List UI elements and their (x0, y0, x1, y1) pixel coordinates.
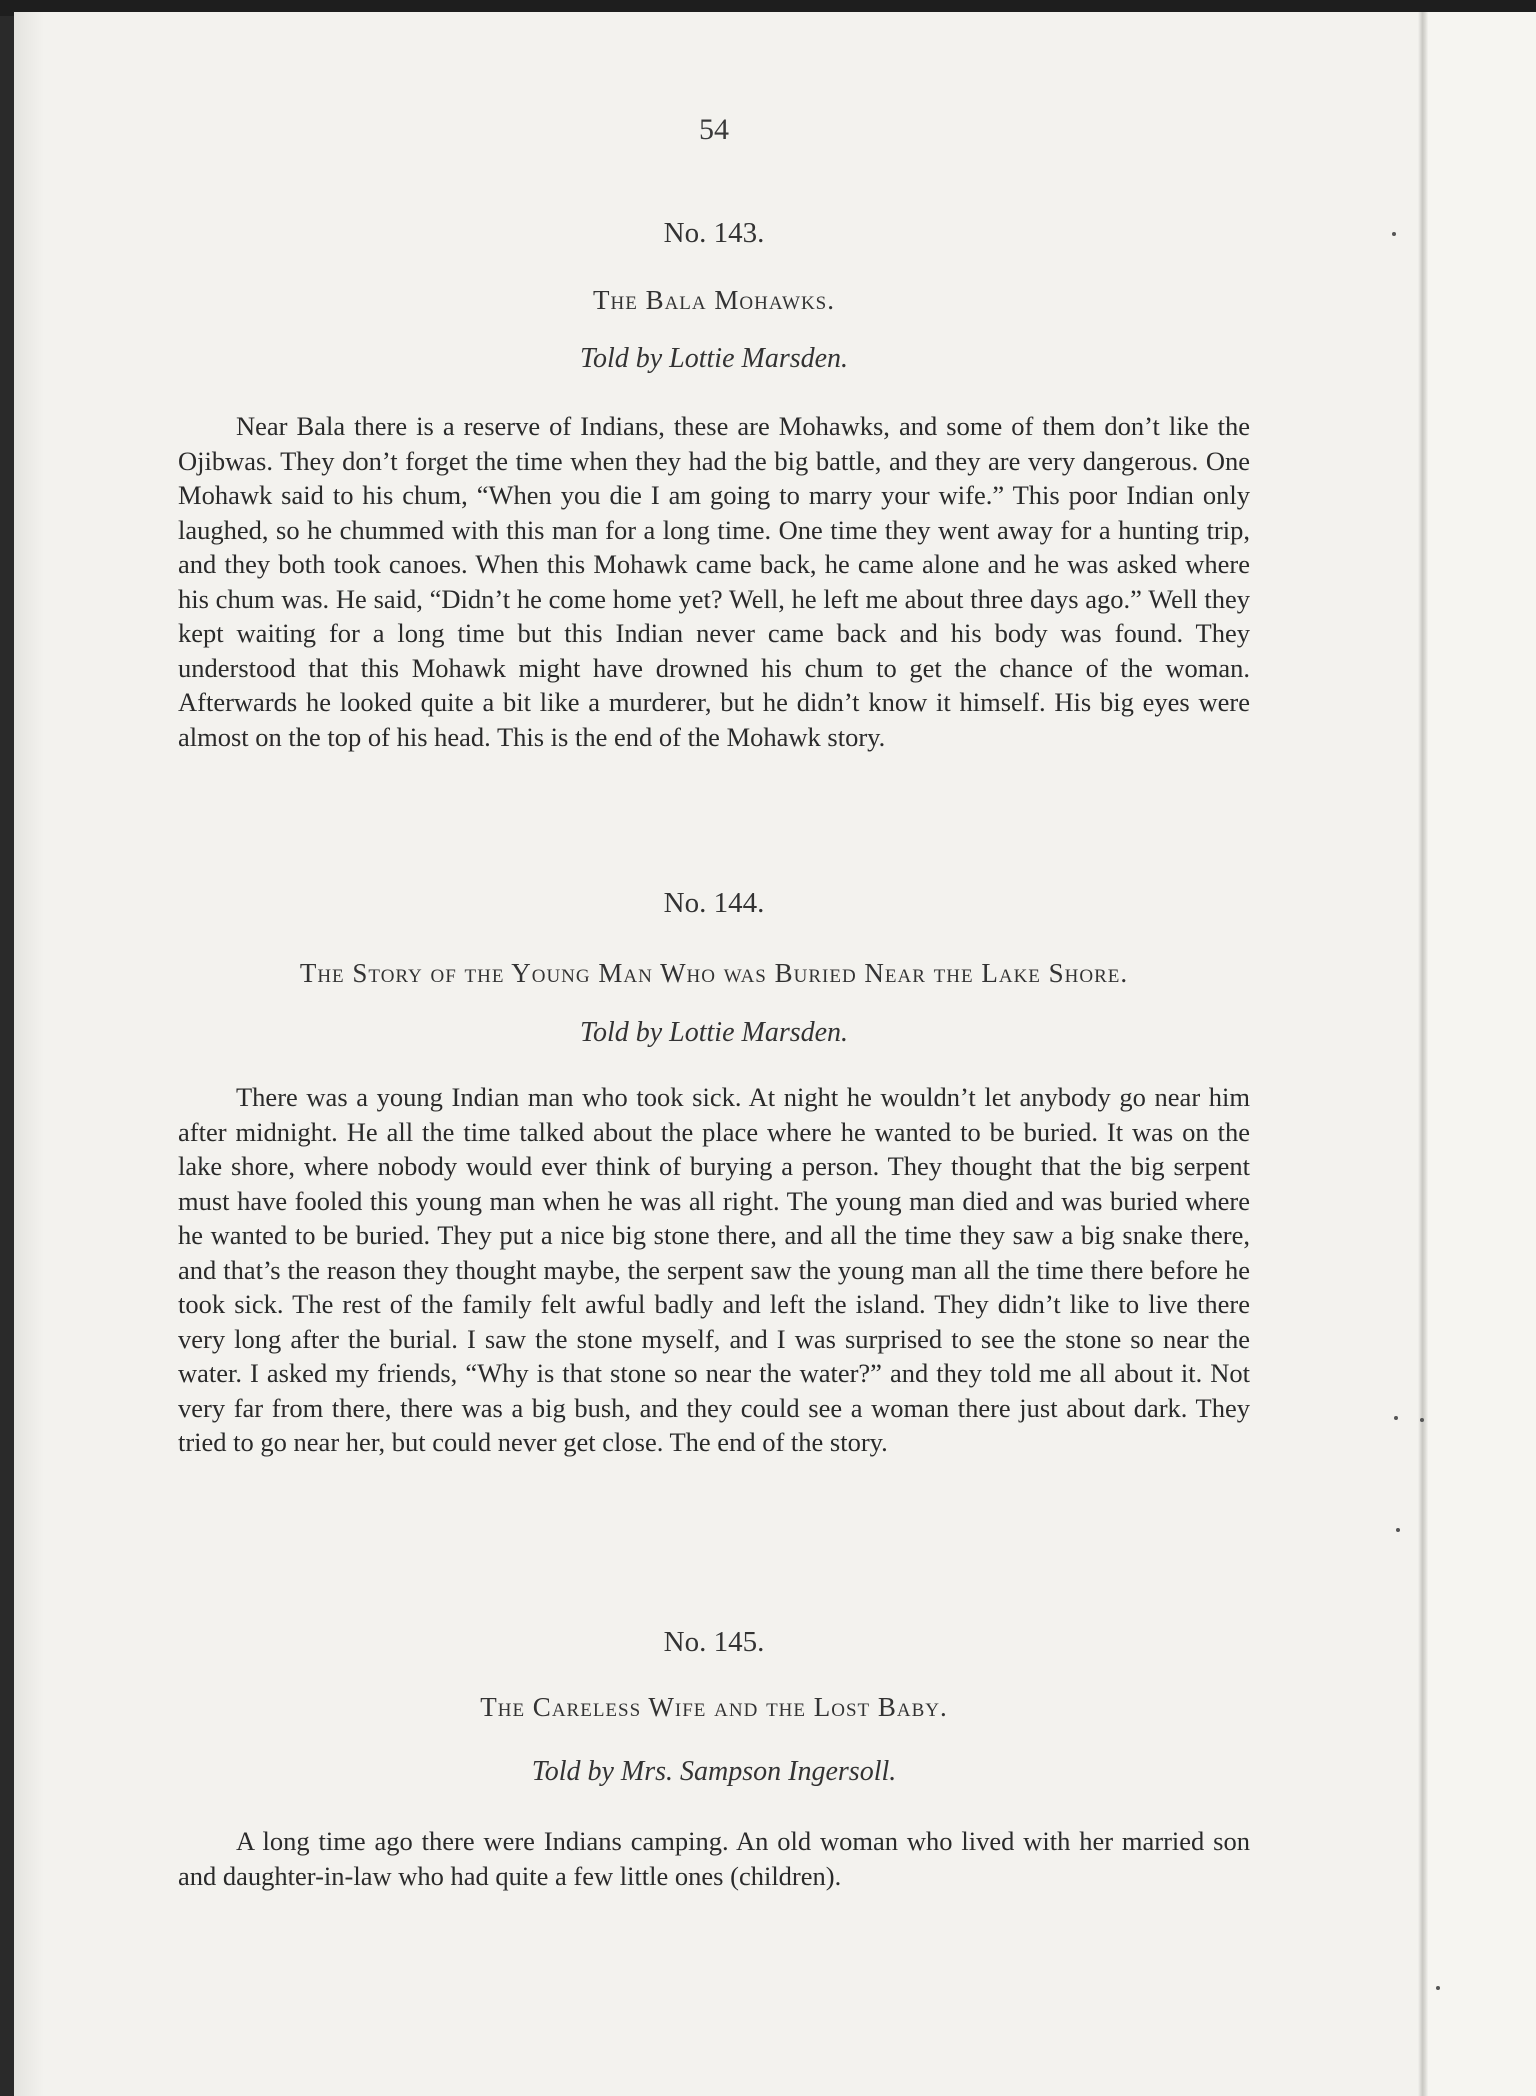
facing-page-edge (1428, 12, 1536, 2096)
story-number: No. 144. (663, 887, 765, 919)
story-body: Near Bala there is a reserve of Indians, these are Mohawks, and some of them don’t like the Ojibwas. They don’t forget the time when they had the big battle, and they are very dangerous. One Mohawk said to his chum, “When you die I am going to marry your wife.” This poor Indian only laughed, so he chummed with this man for a long time. One time they went away for a hunting trip, and they both took canoes. When this Mohawk came back, he came alone and he was asked where his chum was. He said, “Didn’t he come home yet? Well, he left me about three days ago.” Well they kept waiting for a long time but this Indian never came back and his body was found. They understood that this Mohawk might have drowned his chum to get the chance of the woman. Afterwards he looked quite a bit like a murderer, but he didn’t know it himself. His big eyes were almost on the top of his head. This is the end of the Mohawk story. (178, 411, 1250, 752)
story-teller: Told by Mrs. Sampson Ingersoll. (531, 1756, 897, 1787)
scan-speck (1392, 232, 1396, 236)
story-body: A long time ago there were Indians camping. An old woman who lived with her married son and daughter-in-law who had quite a few little ones (children). (178, 1826, 1250, 1891)
story-number: No. 145. (663, 1626, 765, 1658)
story-title: The Story of the Young Man Who was Buried Near the Lake Shore. (299, 958, 1129, 988)
scan-speck (1396, 1528, 1400, 1532)
scan-speck (1394, 1416, 1398, 1420)
story-teller: Told by Lottie Marsden. (579, 343, 849, 374)
page-left-shading (14, 12, 44, 2096)
scan-speck (1436, 1986, 1440, 1990)
story-number: No. 143. (663, 217, 765, 249)
story-body: There was a young Indian man who took sick. At night he wouldn’t let anybody go near him after midnight. He all the time talked about the place where he wanted to be buried. It was on the lake shore, where nobody would ever think of burying a person. They thought that the big serpent must have fooled this young man when he was all right. The young man died and was buried where he wanted to be buried. They put a nice big stone there, and all the time they saw a big snake there, and that’s the reason they thought maybe, the serpent saw the young man all the time there before he took sick. The rest of the family felt awful badly and left the island. They didn’t like to live there very long after the burial. I saw the stone myself, and I was surprised to see the stone so near the water. I asked my friends, “Why is that stone so near the water?” and they told me all about it. Not very far from there, there was a big bush, and they could see a woman there just about dark. They tried to go near her, but could never get close. The end of the story. (178, 1082, 1250, 1457)
story-title: The Careless Wife and the Lost Baby. (480, 1692, 948, 1722)
story-teller: Told by Lottie Marsden. (579, 1017, 849, 1048)
page-number: 54 (699, 113, 729, 146)
story-title: The Bala Mohawks. (593, 285, 835, 315)
page-gutter (1418, 12, 1428, 2096)
scan-speck (1420, 1418, 1424, 1422)
